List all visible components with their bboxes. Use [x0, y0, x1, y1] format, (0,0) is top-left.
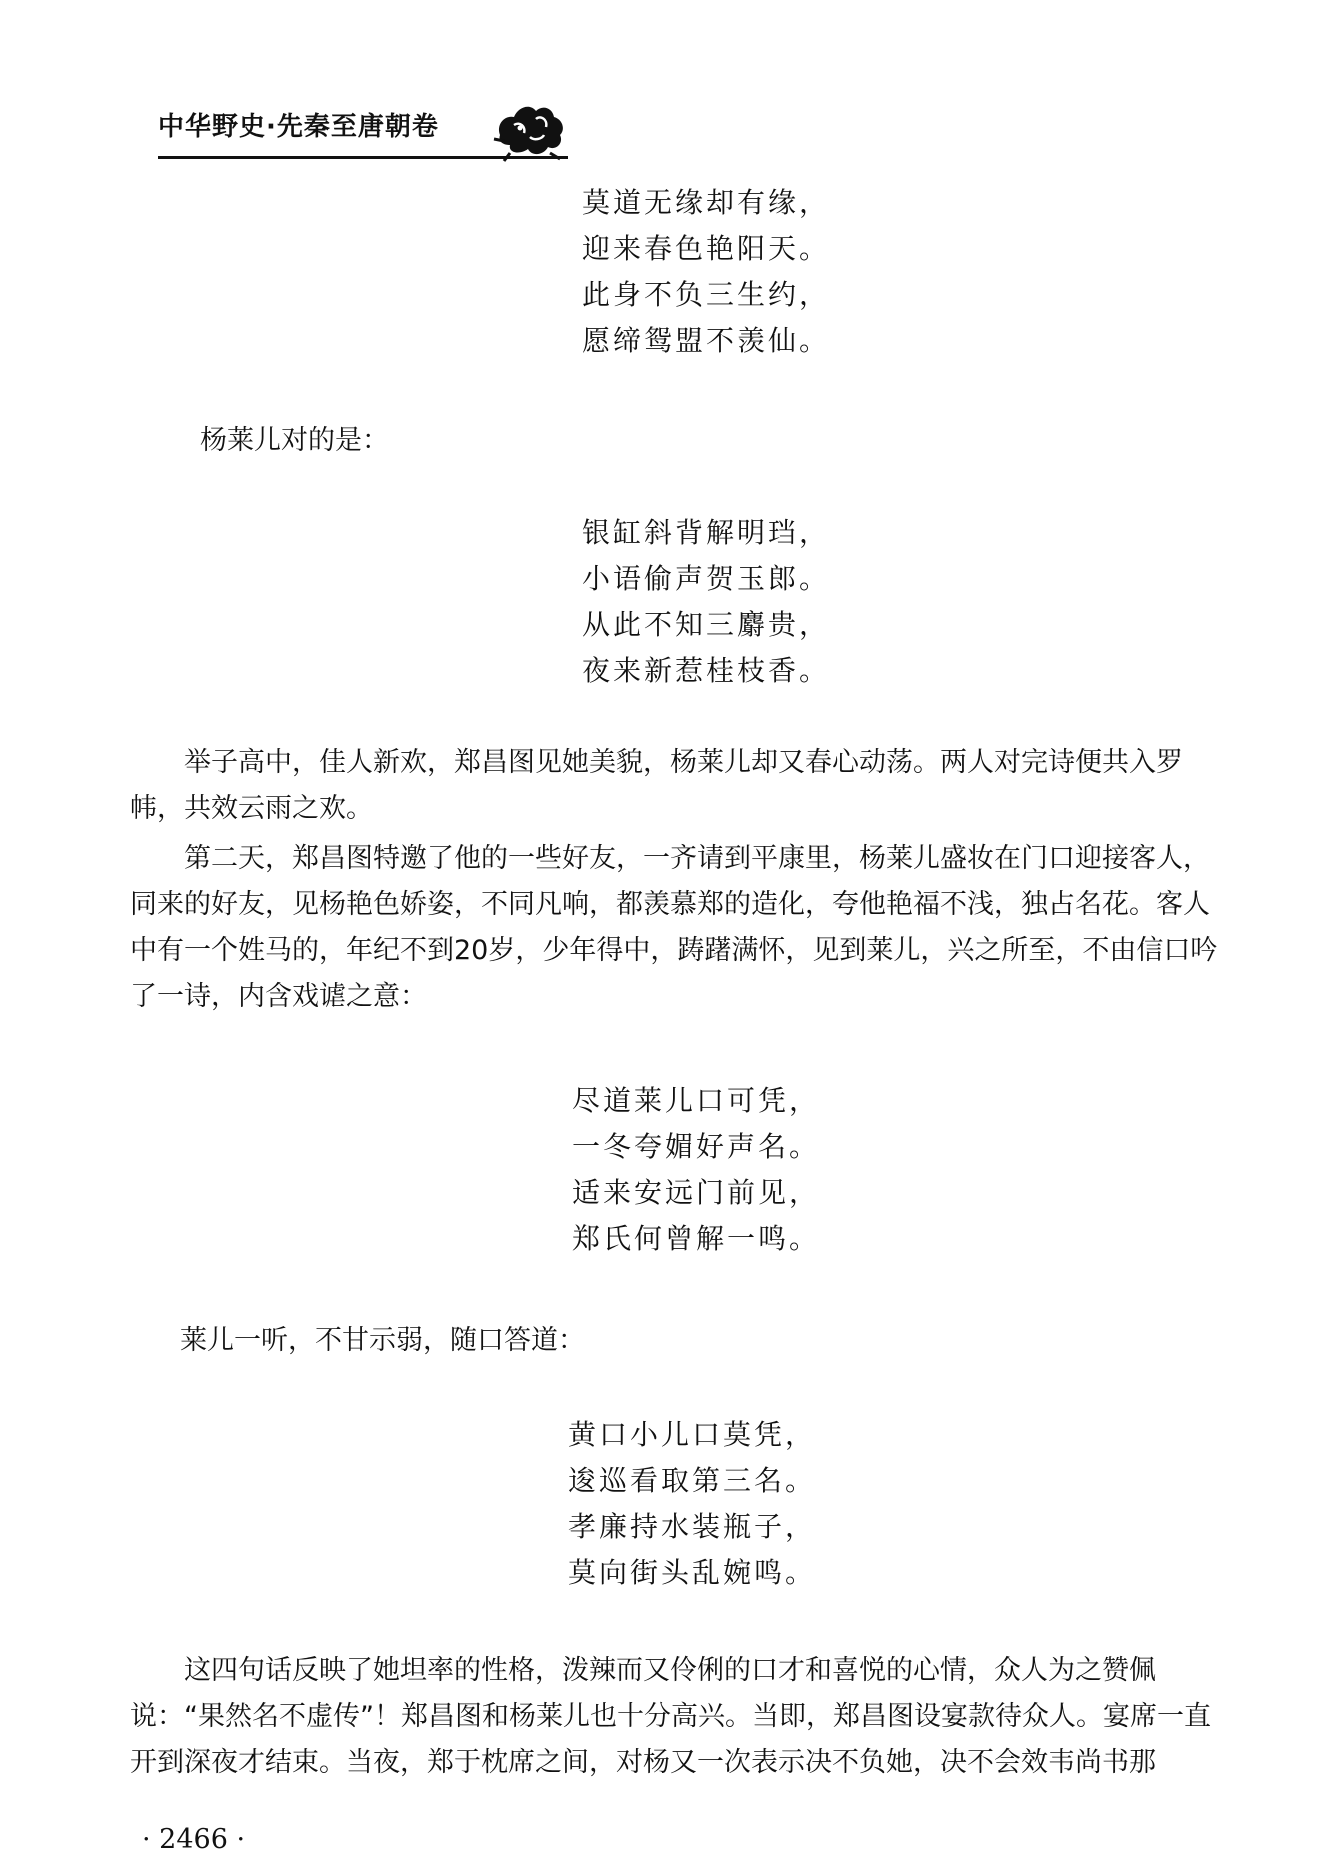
poem-3	[572, 1078, 820, 1262]
poem-line: 从此不知三麝贵，	[582, 608, 831, 641]
poem-line: 适来安远门前见，	[572, 1176, 821, 1209]
poem-line: 银缸斜背解明珰，	[582, 516, 831, 549]
poem-line: 孝廉持水装瓶子，	[568, 1510, 817, 1543]
paragraph: 第二天，郑昌图特邀了他的一些好友，一齐请到平康里，杨莱儿盛妆在门口迎接客人，同来的好友，见杨艳色娇姿，不同凡响，都羡慕郑的造化，夸他艳福不浅，独占名花。客人中有一个姓马的，年纪不到20岁，少年得中，踌躇满怀，见到莱儿，兴之所至，不由信口吟了一诗，内含戏谑之意：	[130, 843, 1218, 1012]
poem-line: 此身不负三生约，	[582, 278, 831, 311]
paragraph: 这四句话反映了她坦率的性格，泼辣而又伶俐的口才和喜悦的心情，众人为之赞佩说：“果然名不虚传”！郑昌图和杨莱儿也十分高兴。当即，郑昌图设宴款待众人。宴席一直开到深夜才结束。当夜，郑于枕席之间，对杨又一次表示决不负她，决不会效韦尚书那	[130, 1655, 1211, 1778]
lead-line: 杨莱儿对的是：	[200, 425, 389, 456]
page-number: · 2466 ·	[142, 1824, 246, 1855]
paragraph: 举子高中，佳人新欢，郑昌图见她美貌，杨莱儿却又春心动荡。两人对完诗便共入罗帏，共效云雨之欢。	[130, 747, 1183, 824]
poem-2	[582, 510, 830, 694]
poem-line: 迎来春色艳阳天。	[582, 232, 831, 265]
lead-line: 莱儿一听，不甘示弱，随口答道：	[180, 1325, 585, 1356]
poem-line: 郑氏何曾解一鸣。	[572, 1222, 821, 1255]
poem-line: 夜来新惹桂枝香。	[582, 654, 831, 687]
poem-line: 黄口小儿口莫凭，	[568, 1418, 817, 1451]
poem-line: 小语偷声贺玉郎。	[582, 562, 831, 595]
body-text-1	[130, 740, 1230, 1020]
body-text-2	[130, 1648, 1230, 1786]
poem-1	[582, 180, 830, 364]
poem-line: 莫向街头乱婉鸣。	[568, 1556, 817, 1589]
poem-line: 尽道莱儿口可凭，	[572, 1084, 821, 1117]
dragon-emblem-icon	[490, 95, 570, 163]
poem-line: 一冬夸媚好声名。	[572, 1130, 821, 1163]
poem-4	[568, 1412, 816, 1596]
book-title: 中华野史·先秦至唐朝卷	[158, 112, 439, 142]
poem-line: 逡巡看取第三名。	[568, 1464, 817, 1497]
poem-line: 莫道无缘却有缘，	[582, 186, 831, 219]
poem-line: 愿缔鸳盟不羡仙。	[582, 324, 831, 357]
